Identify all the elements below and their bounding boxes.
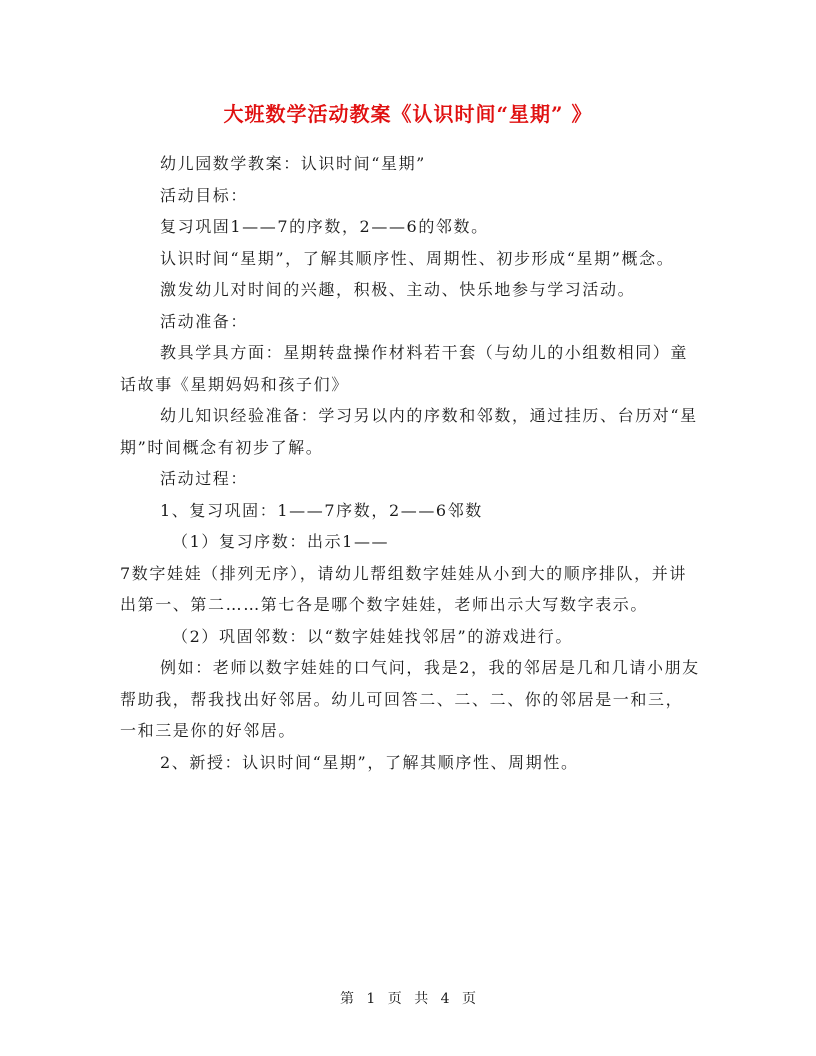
- page-footer: [0, 988, 816, 1008]
- footer-total-label: 共: [414, 991, 429, 1007]
- paragraph: 1、复习巩固：1——7序数，2——6邻数: [160, 500, 483, 520]
- paragraph: 幼儿知识经验准备：学习另以内的序数和邻数，通过挂历、台历对“星期”时间概念有初步了解。: [120, 406, 698, 457]
- paragraph: 活动目标：: [160, 185, 249, 205]
- footer-current-page: 1: [366, 991, 376, 1007]
- footer-total-pages: 4: [440, 991, 450, 1007]
- paragraph: 例如：老师以数字娃娃的口气问，我是2，我的邻居是几和几请小朋友帮助我，帮我找出好邻居。幼儿可回答二、二、二、你的邻居是一和三，一和三是你的好邻居。: [120, 658, 700, 740]
- paragraph: 2、新授：认识时间“星期”，了解其顺序性、周期性。: [160, 752, 579, 772]
- paragraph: 认识时间“星期”，了解其顺序性、周期性、初步形成“星期”概念。: [160, 248, 675, 268]
- footer-suffix: 页: [462, 991, 477, 1007]
- paragraph: 活动过程：: [160, 469, 249, 488]
- paragraph: （2）巩固邻数：以“数字娃娃找邻居”的游戏进行。: [172, 626, 573, 646]
- paragraph: 7数字娃娃（排列无序），请幼儿帮组数字娃娃从小到大的顺序排队，并讲出第一、第二……第七各是哪个数字娃娃，老师出示大写数字表示。: [120, 563, 687, 614]
- document-title: 大班数学活动教案《认识时间“星期” 》: [223, 102, 593, 126]
- paragraph: 活动准备：: [160, 311, 249, 331]
- paragraph: 教具学具方面：星期转盘操作材料若干套（与幼儿的小组数相同）童话故事《星期妈妈和孩子们》: [120, 343, 689, 394]
- footer-prefix: 第: [339, 991, 354, 1007]
- paragraph: （1）复习序数：出示1——: [172, 532, 390, 551]
- paragraph: 幼儿园数学教案：认识时间“星期”: [160, 154, 426, 173]
- document-body: [120, 148, 700, 778]
- paragraph: 激发幼儿对时间的兴趣，积极、主动、快乐地参与学习活动。: [160, 280, 636, 299]
- paragraph: 复习巩固1——7的序数，2——6的邻数。: [160, 217, 489, 236]
- footer-mid: 页: [387, 991, 402, 1007]
